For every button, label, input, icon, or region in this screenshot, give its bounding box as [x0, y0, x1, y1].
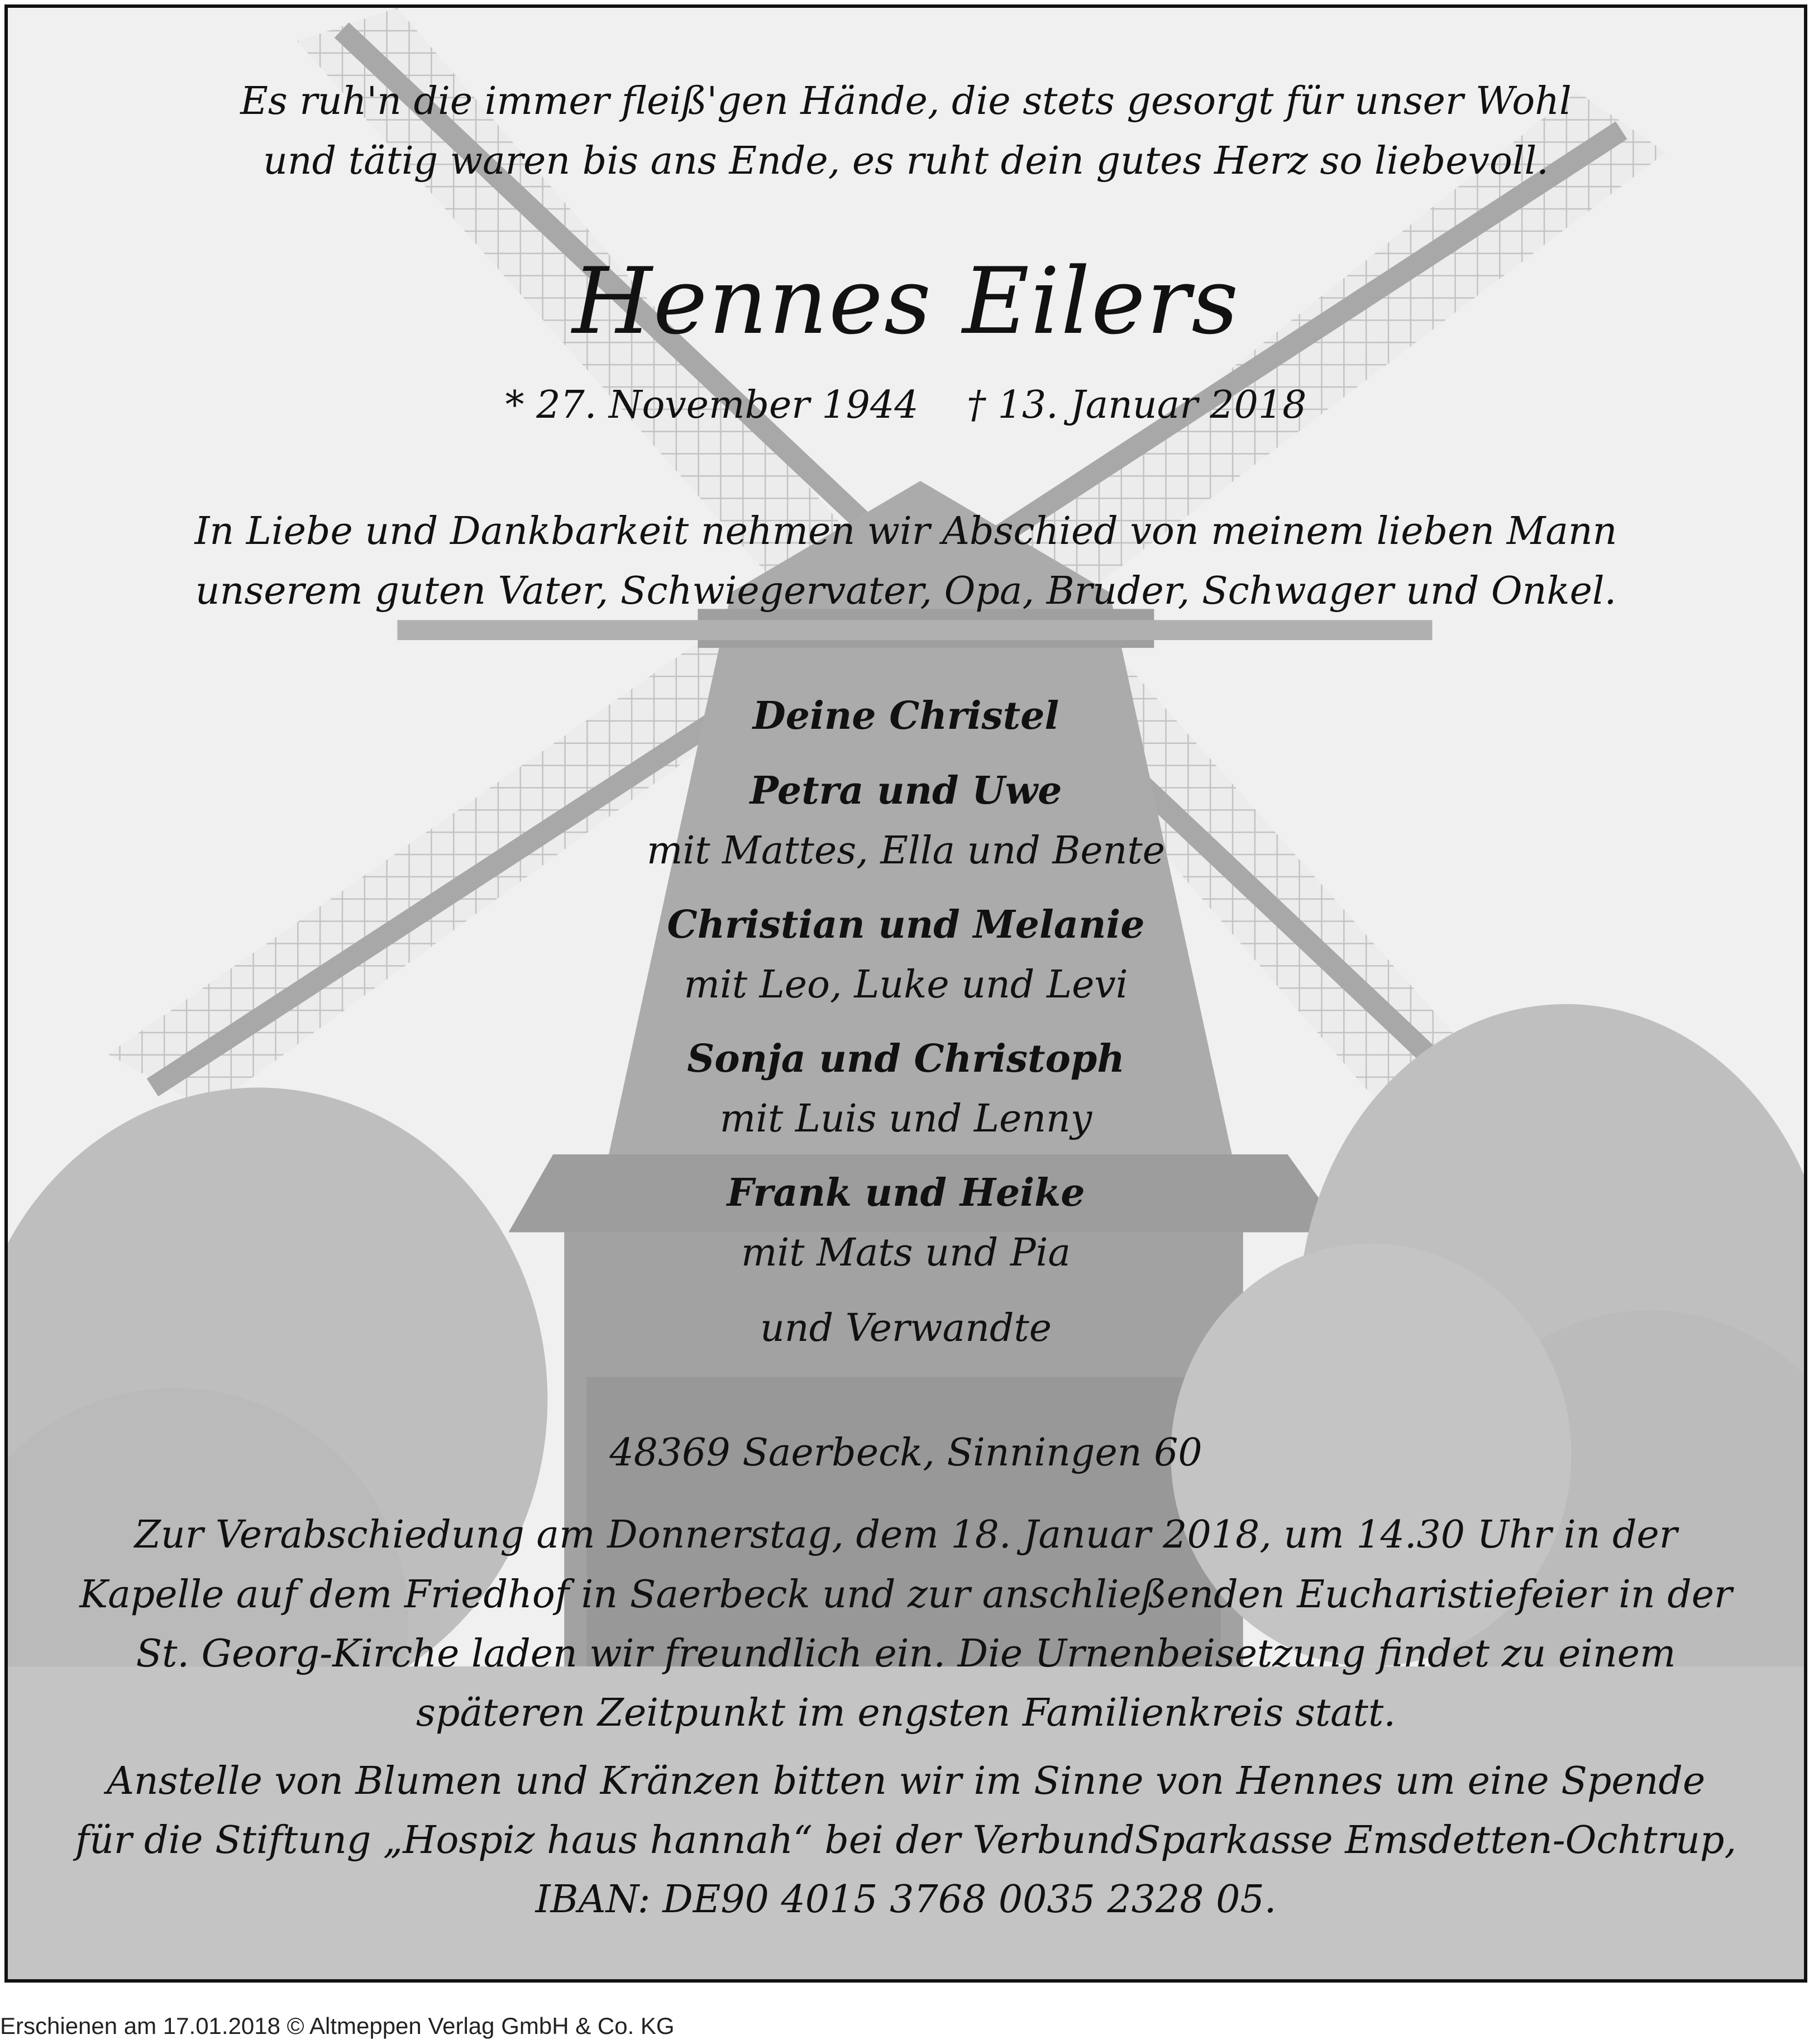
mourner-relatives: und Verwandte: [760, 1306, 1052, 1350]
publication-footer: Erschienen am 17.01.2018 © Altmeppen Verlag GmbH & Co. KG: [0, 2013, 675, 2039]
intro-line-2: unserem guten Vater, Schwiegervater, Opa, Bruder, Schwager und Onkel.: [195, 569, 1617, 613]
donation-line-3: IBAN: DE90 4015 3768 0035 2328 05.: [535, 1878, 1277, 1922]
address: 48369 Saerbeck, Sinningen 60: [609, 1431, 1202, 1475]
ceremony-line-4: späteren Zeitpunkt im engsten Familienkreis statt.: [416, 1691, 1396, 1735]
donation-line-2: für die Stiftung „Hospiz haus hannah“ bei der VerbundSparkasse Emsdetten-Ochtrup,: [75, 1818, 1737, 1862]
mourner-family-4: Frank und Heike: [727, 1171, 1085, 1215]
life-dates: * 27. November 1944 † 13. Januar 2018: [505, 383, 1307, 427]
intro-line-1: In Liebe und Dankbarkeit nehmen wir Abschied von meinem lieben Mann: [194, 509, 1617, 553]
mourner-family-1: Petra und Uwe: [750, 768, 1062, 813]
quote-line-1: Es ruh'n die immer fleiß'gen Hände, die stets gesorgt für unser Wohl: [240, 79, 1572, 123]
obituary-notice: [4, 4, 1807, 1983]
ceremony-line-2: Kapelle auf dem Friedhof in Saerbeck und zur anschließenden Eucharistiefeier in der: [79, 1573, 1732, 1617]
mourner-family-2: Christian und Melanie: [667, 902, 1145, 947]
mourner-family-4-children: mit Mats und Pia: [741, 1231, 1071, 1275]
quote-line-2: und tätig waren bis ans Ende, es ruht dein gutes Herz so liebevoll.: [263, 139, 1549, 183]
mourner-family-2-children: mit Leo, Luke und Levi: [684, 963, 1128, 1007]
donation-line-1: Anstelle von Blumen und Kränzen bitten wir im Sinne von Hennes um eine Spende: [106, 1759, 1706, 1803]
mourner-family-1-children: mit Mattes, Ella und Bente: [647, 829, 1165, 873]
mourner-family-3-children: mit Luis und Lenny: [719, 1097, 1092, 1141]
ceremony-line-1: Zur Verabschiedung am Donnerstag, dem 18. Januar 2018, um 14.30 Uhr in der: [134, 1513, 1678, 1557]
deceased-name: Hennes Eilers: [572, 248, 1240, 355]
mourner-family-3: Sonja und Christoph: [687, 1037, 1125, 1081]
ceremony-line-3: St. Georg-Kirche laden wir freundlich ein. Die Urnenbeisetzung findet zu einem: [136, 1632, 1676, 1676]
mourner-wife: Deine Christel: [752, 694, 1059, 738]
